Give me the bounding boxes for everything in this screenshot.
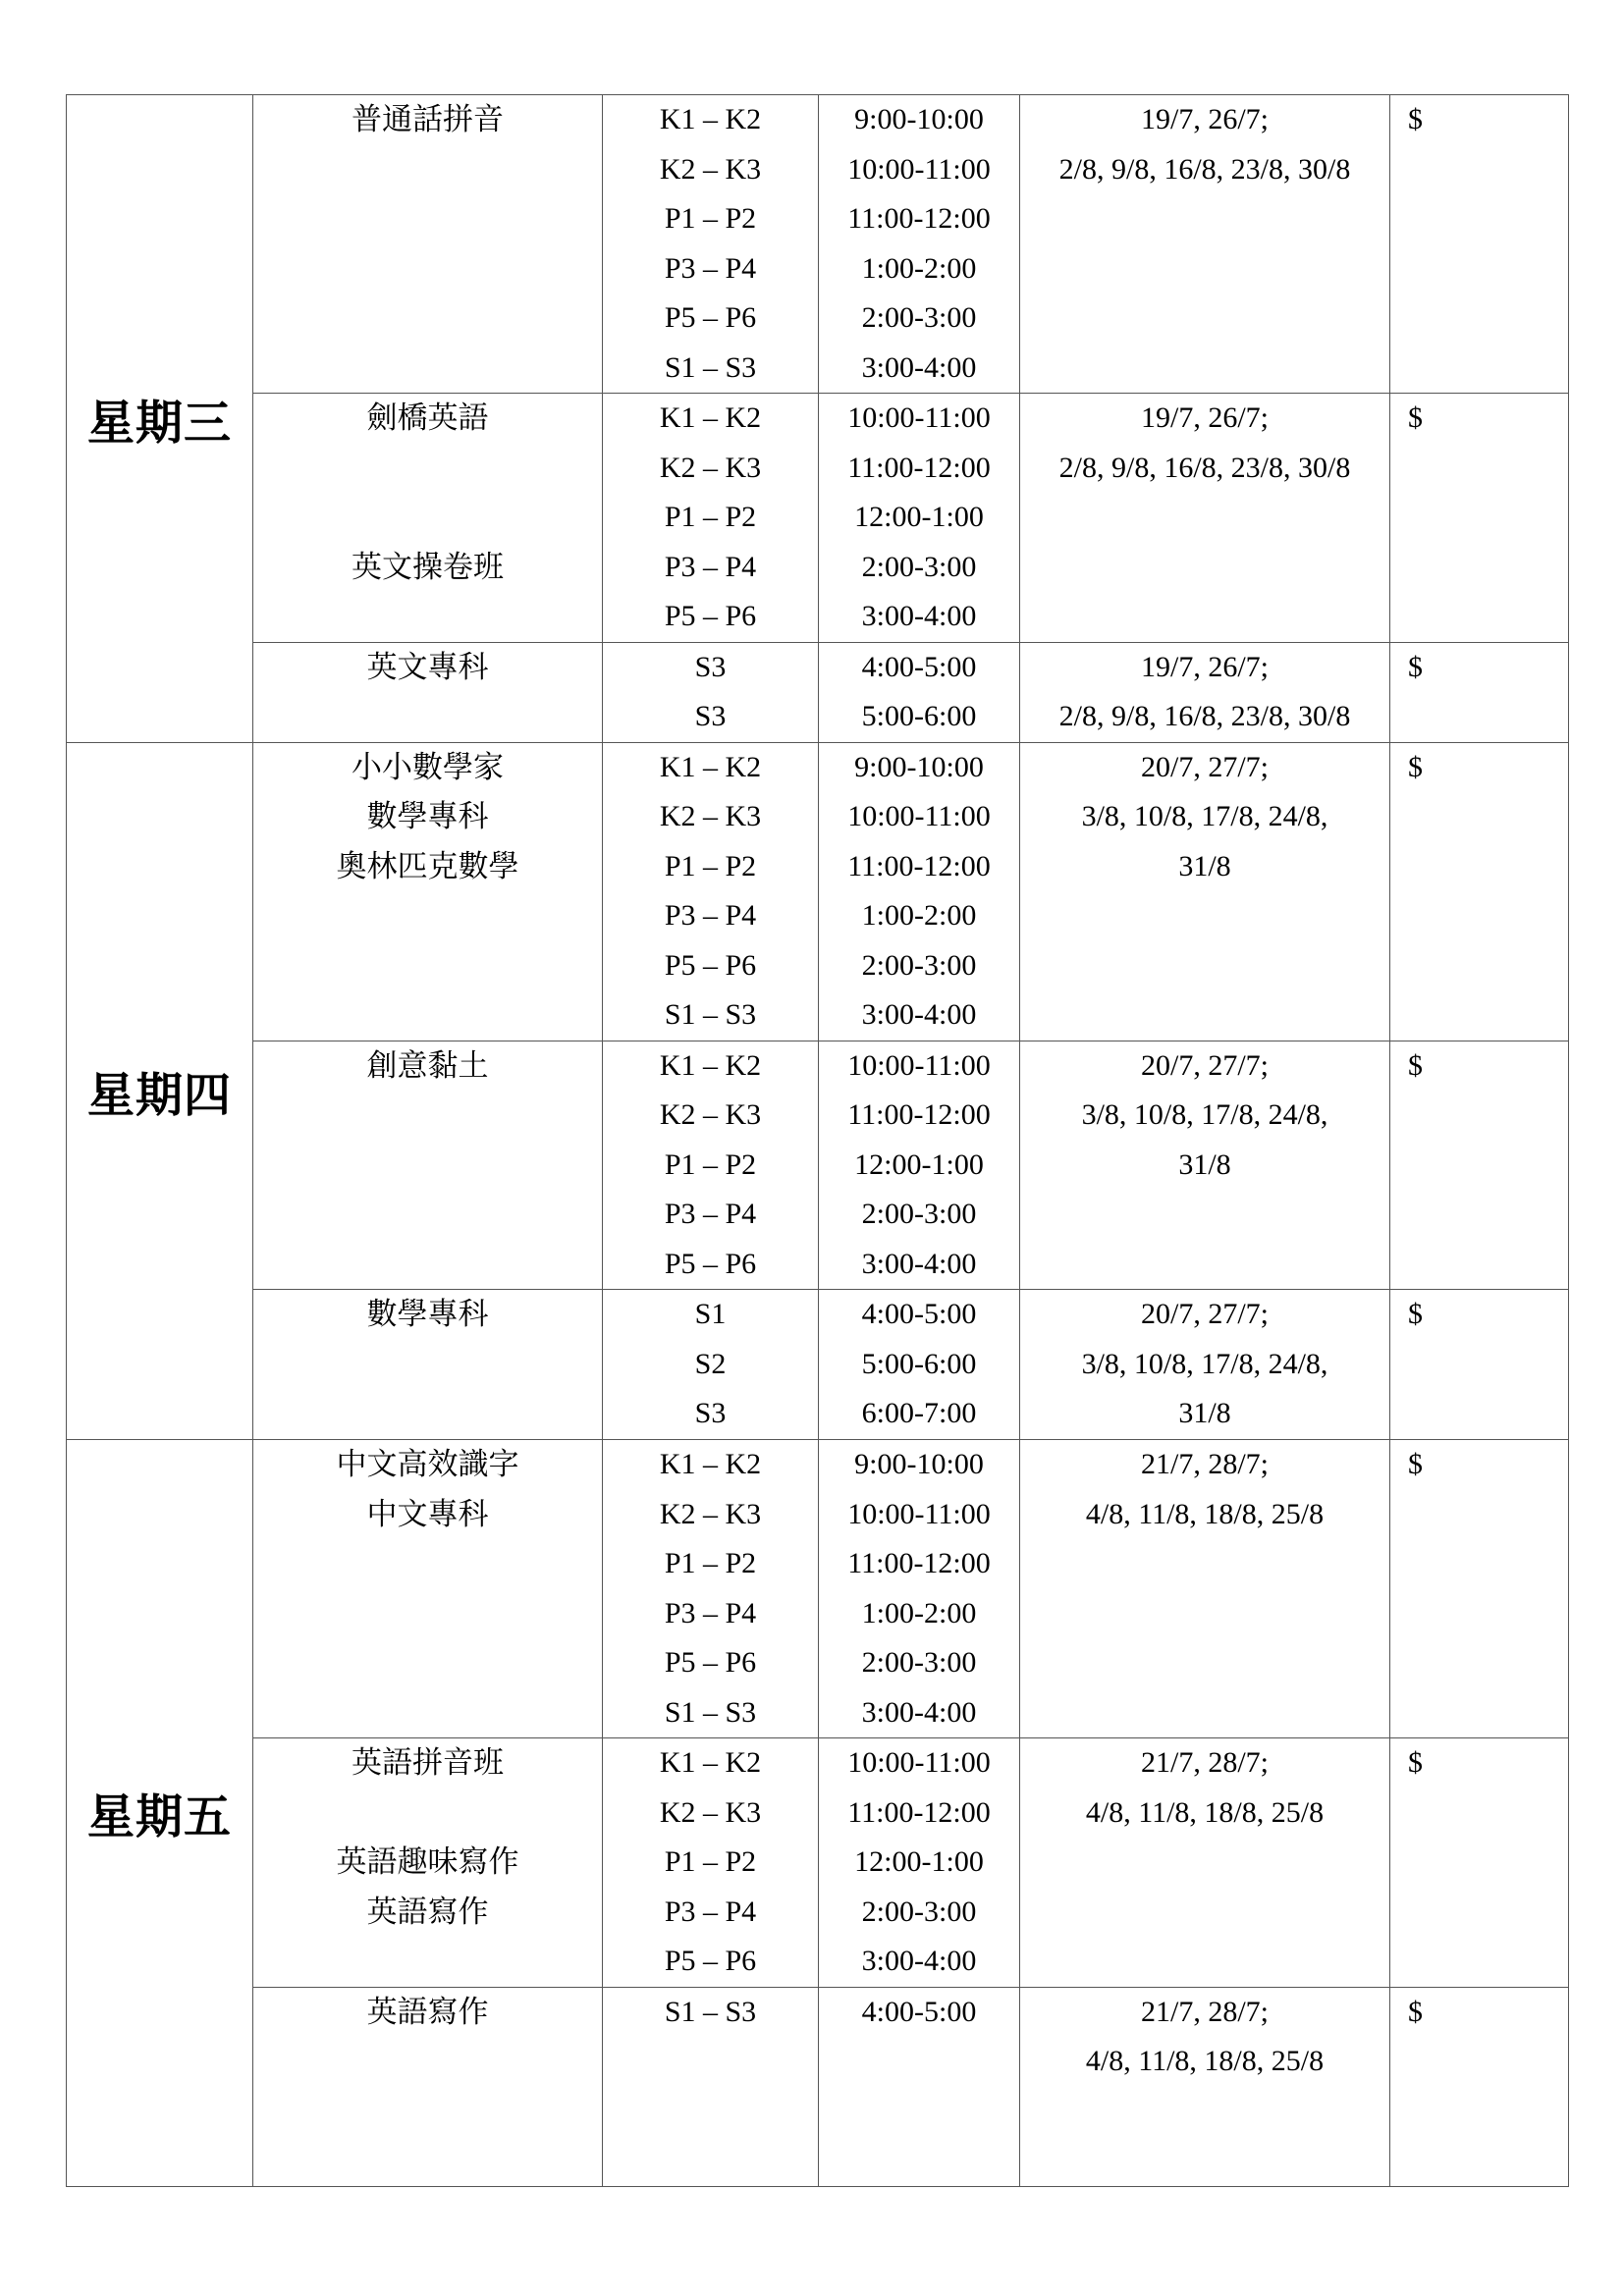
course-name-line xyxy=(253,294,602,344)
grade-line: P3 – P4 xyxy=(664,1198,757,1230)
course-name-lines xyxy=(253,643,602,742)
course-cell xyxy=(253,394,603,643)
time-cell xyxy=(819,1987,1020,2186)
course-name-lines xyxy=(253,1738,602,1987)
price-cell xyxy=(1390,394,1569,643)
course-name-line: 英文專科 xyxy=(366,649,489,685)
grade-line: K2 – K3 xyxy=(659,451,762,484)
time-cell xyxy=(819,1440,1020,1738)
dates-cell xyxy=(1020,394,1390,643)
date-lines xyxy=(1020,1290,1389,1439)
grade-line: K1 – K2 xyxy=(659,103,762,135)
course-name-lines xyxy=(253,394,602,642)
grade-line: K2 – K3 xyxy=(659,800,762,832)
grade-line: S1 – S3 xyxy=(664,998,757,1031)
grade-line: P3 – P4 xyxy=(664,1596,757,1629)
course-name-lines xyxy=(253,1440,602,1539)
price-value: $ xyxy=(1408,1448,1423,1480)
time-cell xyxy=(819,1738,1020,1988)
date-lines xyxy=(1020,394,1389,493)
grade-cell xyxy=(603,394,819,643)
time-slot-line: 10:00-11:00 xyxy=(847,401,991,434)
grade-cell xyxy=(603,1290,819,1440)
course-name-line xyxy=(253,145,602,195)
time-slot-line: 11:00-12:00 xyxy=(847,1098,991,1131)
course-name-line: 中文高效識字 xyxy=(336,1447,519,1482)
time-slot-lines xyxy=(819,1290,1019,1439)
price-cell xyxy=(1390,742,1569,1041)
schedule-table xyxy=(66,94,1569,2187)
grade-line: S3 xyxy=(694,1397,727,1429)
time-slot-line: 10:00-11:00 xyxy=(847,1048,991,1082)
table-row xyxy=(67,742,1569,1041)
time-slot-lines xyxy=(819,643,1019,742)
time-slot-line: 1:00-2:00 xyxy=(861,1596,977,1629)
dates-cell xyxy=(1020,742,1390,1041)
time-cell xyxy=(819,742,1020,1041)
grade-line: P1 – P2 xyxy=(664,1547,757,1579)
grade-line: P5 – P6 xyxy=(664,1646,757,1679)
time-slot-line: 9:00-10:00 xyxy=(854,1448,984,1480)
grade-cell xyxy=(603,1987,819,2186)
price-cell xyxy=(1390,1041,1569,1290)
date-lines xyxy=(1020,643,1389,742)
date-line: 21/7, 28/7; xyxy=(1140,1448,1269,1480)
date-line: 31/8 xyxy=(1178,1397,1231,1429)
time-slot-line: 12:00-1:00 xyxy=(854,1845,984,1878)
course-name-line xyxy=(253,444,602,494)
date-lines xyxy=(1020,1988,1389,2087)
grade-lines xyxy=(603,743,818,1041)
grade-line: P3 – P4 xyxy=(664,251,757,285)
table-row xyxy=(67,1290,1569,1440)
grade-lines xyxy=(603,1041,818,1290)
time-slot-line: 1:00-2:00 xyxy=(861,899,977,932)
course-name-line: 中文專科 xyxy=(366,1496,489,1532)
weekday-label: 星期四 xyxy=(67,742,253,1440)
time-slot-line: 2:00-3:00 xyxy=(861,948,977,982)
grade-line: K2 – K3 xyxy=(659,1497,762,1530)
time-slot-line: 11:00-12:00 xyxy=(847,202,991,235)
grade-line: K1 – K2 xyxy=(659,1746,762,1779)
grade-cell xyxy=(603,1041,819,1290)
grade-lines xyxy=(603,643,818,742)
course-cell xyxy=(253,1987,603,2186)
time-slot-line: 6:00-7:00 xyxy=(861,1397,977,1429)
price-value: $ xyxy=(1408,750,1423,783)
grade-line: P5 – P6 xyxy=(664,301,757,334)
grade-line: P5 – P6 xyxy=(664,1247,757,1280)
date-line: 3/8, 10/8, 17/8, 24/8, xyxy=(1081,1347,1328,1380)
time-slot-line: 2:00-3:00 xyxy=(861,1646,977,1679)
date-line: 20/7, 27/7; xyxy=(1140,1298,1269,1330)
price-cell xyxy=(1390,95,1569,394)
course-name-line xyxy=(253,194,602,244)
table-row xyxy=(67,95,1569,394)
grade-cell xyxy=(603,642,819,742)
date-line: 21/7, 28/7; xyxy=(1140,1746,1269,1779)
time-slot-line: 3:00-4:00 xyxy=(861,1695,977,1729)
course-name-lines xyxy=(253,743,602,892)
date-line: 20/7, 27/7; xyxy=(1140,750,1269,783)
date-lines xyxy=(1020,95,1389,194)
course-name-line xyxy=(253,493,602,543)
schedule-sheet xyxy=(66,94,1568,2179)
grade-lines xyxy=(603,1290,818,1439)
grade-line: K1 – K2 xyxy=(659,401,762,434)
time-slot-lines xyxy=(819,743,1019,1041)
time-slot-line: 2:00-3:00 xyxy=(861,550,977,583)
time-slot-lines xyxy=(819,394,1019,642)
course-cell xyxy=(253,1041,603,1290)
time-slot-line: 3:00-4:00 xyxy=(861,1945,977,1977)
grade-line: P1 – P2 xyxy=(664,202,757,235)
date-line: 2/8, 9/8, 16/8, 23/8, 30/8 xyxy=(1058,700,1351,732)
grade-cell xyxy=(603,1440,819,1738)
grade-line: P3 – P4 xyxy=(664,899,757,932)
course-cell xyxy=(253,742,603,1041)
weekday-label: 星期五 xyxy=(67,1440,253,2187)
date-line: 2/8, 9/8, 16/8, 23/8, 30/8 xyxy=(1058,152,1351,186)
time-slot-line: 10:00-11:00 xyxy=(847,800,991,832)
course-name-line: 奧林匹克數學 xyxy=(336,848,519,884)
grade-line: K1 – K2 xyxy=(659,750,762,783)
grade-line: S2 xyxy=(694,1347,727,1380)
time-cell xyxy=(819,642,1020,742)
dates-cell xyxy=(1020,1290,1390,1440)
time-slot-line: 9:00-10:00 xyxy=(854,103,984,135)
price-value: $ xyxy=(1408,103,1423,135)
table-row xyxy=(67,1738,1569,1988)
grade-line: S1 xyxy=(694,1298,727,1330)
time-slot-line: 5:00-6:00 xyxy=(861,1347,977,1380)
time-slot-line: 12:00-1:00 xyxy=(854,501,984,533)
course-cell xyxy=(253,1440,603,1738)
date-line: 20/7, 27/7; xyxy=(1140,1048,1269,1082)
price-cell xyxy=(1390,1987,1569,2186)
grade-line: S3 xyxy=(694,650,727,683)
grade-line: S3 xyxy=(694,700,727,732)
grade-line: K2 – K3 xyxy=(659,152,762,186)
grade-lines xyxy=(603,95,818,393)
dates-cell xyxy=(1020,1440,1390,1738)
price-cell xyxy=(1390,642,1569,742)
dates-cell xyxy=(1020,1738,1390,1988)
table-row xyxy=(67,1440,1569,1738)
price-cell xyxy=(1390,1440,1569,1738)
grade-lines xyxy=(603,1988,818,2038)
course-cell xyxy=(253,1738,603,1988)
grade-line: P1 – P2 xyxy=(664,849,757,882)
time-slot-line: 3:00-4:00 xyxy=(861,350,977,384)
time-slot-lines xyxy=(819,1988,1019,2038)
date-lines xyxy=(1020,1440,1389,1539)
time-slot-line: 11:00-12:00 xyxy=(847,849,991,882)
dates-cell xyxy=(1020,95,1390,394)
grade-lines xyxy=(603,1440,818,1737)
course-name-lines xyxy=(253,95,602,393)
course-name-line: 英文操卷班 xyxy=(352,549,504,585)
grade-line: P5 – P6 xyxy=(664,948,757,982)
course-name-line: 劍橋英語 xyxy=(366,400,489,436)
dates-cell xyxy=(1020,1041,1390,1290)
price-cell xyxy=(1390,1738,1569,1988)
price-value: $ xyxy=(1408,650,1423,683)
dates-cell xyxy=(1020,1987,1390,2186)
time-cell xyxy=(819,1041,1020,1290)
course-name-line xyxy=(253,1937,602,1987)
time-slot-line: 11:00-12:00 xyxy=(847,1547,991,1579)
time-slot-line: 12:00-1:00 xyxy=(854,1148,984,1181)
date-lines xyxy=(1020,1738,1389,1838)
date-lines xyxy=(1020,1041,1389,1191)
grade-line: S1 – S3 xyxy=(664,1995,757,2028)
time-slot-line: 3:00-4:00 xyxy=(861,600,977,632)
course-cell xyxy=(253,95,603,394)
time-cell xyxy=(819,95,1020,394)
course-name-line: 小小數學家 xyxy=(352,749,504,785)
price-value: $ xyxy=(1408,1746,1423,1779)
grade-lines xyxy=(603,394,818,642)
price-value: $ xyxy=(1408,1048,1423,1082)
price-cell xyxy=(1390,1290,1569,1440)
price-value: $ xyxy=(1408,401,1423,434)
date-line: 4/8, 11/8, 18/8, 25/8 xyxy=(1085,2045,1325,2077)
time-slot-line: 11:00-12:00 xyxy=(847,451,991,484)
date-line: 21/7, 28/7; xyxy=(1140,1995,1269,2028)
course-cell xyxy=(253,642,603,742)
time-slot-line: 11:00-12:00 xyxy=(847,1795,991,1829)
course-name-line: 數學專科 xyxy=(366,1297,489,1332)
grade-line: P1 – P2 xyxy=(664,1845,757,1878)
date-line: 3/8, 10/8, 17/8, 24/8, xyxy=(1081,800,1328,832)
time-slot-line: 9:00-10:00 xyxy=(854,750,984,783)
course-name-line: 英語趣味寫作 xyxy=(336,1844,519,1880)
time-slot-line: 4:00-5:00 xyxy=(861,1995,977,2028)
price-value: $ xyxy=(1408,1995,1423,2028)
time-slot-line: 10:00-11:00 xyxy=(847,1497,991,1530)
date-line: 4/8, 11/8, 18/8, 25/8 xyxy=(1085,1795,1325,1829)
time-slot-line: 4:00-5:00 xyxy=(861,650,977,683)
course-name-line xyxy=(253,1789,602,1839)
course-name-lines xyxy=(253,1290,602,1340)
course-name-lines xyxy=(253,1988,602,2038)
course-name-line: 數學專科 xyxy=(366,799,489,834)
course-name-line: 創意黏土 xyxy=(366,1047,489,1084)
time-slot-line: 10:00-11:00 xyxy=(847,152,991,186)
course-name-line: 英語寫作 xyxy=(366,1994,489,2030)
grade-cell xyxy=(603,95,819,394)
time-slot-line: 3:00-4:00 xyxy=(861,1247,977,1280)
time-slot-lines xyxy=(819,95,1019,393)
course-name-line xyxy=(253,692,602,742)
grade-line: P1 – P2 xyxy=(664,501,757,533)
date-line: 3/8, 10/8, 17/8, 24/8, xyxy=(1081,1098,1328,1131)
time-slot-lines xyxy=(819,1041,1019,1290)
date-line: 4/8, 11/8, 18/8, 25/8 xyxy=(1085,1497,1325,1530)
table-row xyxy=(67,394,1569,643)
time-cell xyxy=(819,1290,1020,1440)
table-row xyxy=(67,642,1569,742)
weekday-label: 星期三 xyxy=(67,95,253,743)
course-name-line: 英語拼音班 xyxy=(352,1745,504,1781)
date-line: 31/8 xyxy=(1178,1148,1231,1181)
price-value: $ xyxy=(1408,1298,1423,1330)
grade-cell xyxy=(603,742,819,1041)
date-line: 2/8, 9/8, 16/8, 23/8, 30/8 xyxy=(1058,451,1351,484)
grade-line: P1 – P2 xyxy=(664,1148,757,1181)
time-slot-line: 3:00-4:00 xyxy=(861,998,977,1031)
grade-line: S1 – S3 xyxy=(664,350,757,384)
grade-cell xyxy=(603,1738,819,1988)
time-slot-line: 4:00-5:00 xyxy=(861,1298,977,1330)
grade-line: K1 – K2 xyxy=(659,1448,762,1480)
course-name-line xyxy=(253,344,602,394)
table-row xyxy=(67,1041,1569,1290)
grade-line: P3 – P4 xyxy=(664,550,757,583)
course-name-line: 普通話拼音 xyxy=(352,102,504,137)
grade-line: K1 – K2 xyxy=(659,1048,762,1082)
time-cell xyxy=(819,394,1020,643)
course-name-lines xyxy=(253,1041,602,1092)
course-name-line xyxy=(253,244,602,294)
time-slot-lines xyxy=(819,1440,1019,1737)
grade-line: P5 – P6 xyxy=(664,1945,757,1977)
time-slot-line: 10:00-11:00 xyxy=(847,1746,991,1779)
date-line: 31/8 xyxy=(1178,849,1231,882)
grade-line: K2 – K3 xyxy=(659,1098,762,1131)
date-lines xyxy=(1020,743,1389,892)
time-slot-line: 5:00-6:00 xyxy=(861,700,977,732)
table-row xyxy=(67,1987,1569,2186)
time-slot-line: 2:00-3:00 xyxy=(861,301,977,334)
course-cell xyxy=(253,1290,603,1440)
grade-line: P5 – P6 xyxy=(664,600,757,632)
grade-lines xyxy=(603,1738,818,1987)
time-slot-line: 2:00-3:00 xyxy=(861,1895,977,1928)
dates-cell xyxy=(1020,642,1390,742)
grade-line: S1 – S3 xyxy=(664,1695,757,1729)
date-line: 19/7, 26/7; xyxy=(1140,650,1269,683)
grade-line: K2 – K3 xyxy=(659,1795,762,1829)
grade-line: P3 – P4 xyxy=(664,1895,757,1928)
date-line: 19/7, 26/7; xyxy=(1140,401,1269,434)
date-line: 19/7, 26/7; xyxy=(1140,103,1269,135)
time-slot-line: 2:00-3:00 xyxy=(861,1198,977,1230)
course-name-line xyxy=(253,592,602,642)
course-name-line: 英語寫作 xyxy=(366,1894,489,1930)
time-slot-line: 1:00-2:00 xyxy=(861,251,977,285)
time-slot-lines xyxy=(819,1738,1019,1987)
